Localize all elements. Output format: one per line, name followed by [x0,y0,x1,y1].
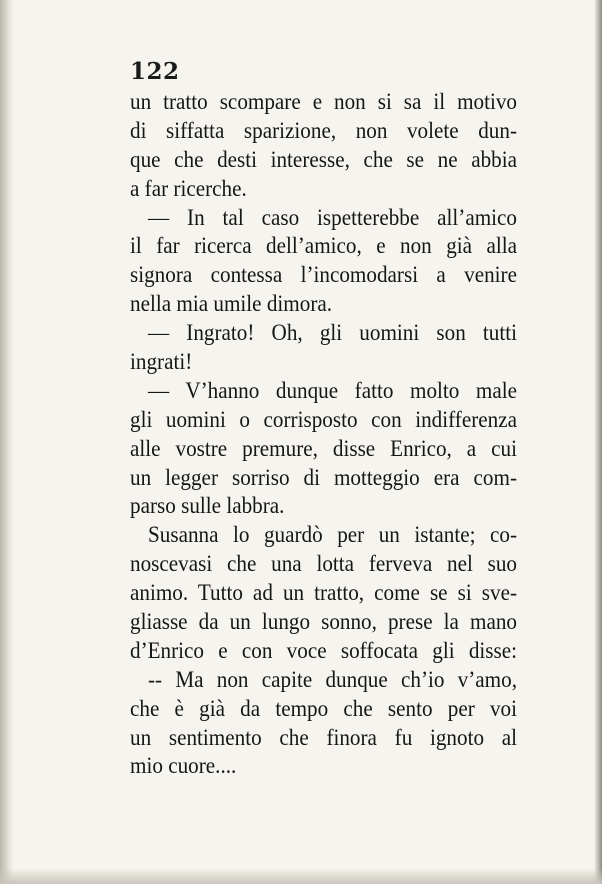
page-edge-shadow-left [0,0,14,884]
text-line: il far ricerca dell’amico, e non già alla [130,233,517,260]
text-line: che è già da tempo che sento per voi [130,695,517,722]
text-line: di siffatta sparizione, non volete dun- [130,117,517,144]
text-line: — In tal caso ispetterebbe all’amico [148,204,517,231]
text-line: a far ricerche. [130,175,247,202]
text-line: gli uomini o corrisposto con indifferenza [130,406,517,433]
text-line: un legger sorriso di motteggio era com- [130,464,517,491]
text-line: un sentimento che finora fu ignoto al [130,724,517,751]
text-line: mio cuore.... [130,753,237,780]
text-line: que che desti interesse, che se ne abbia [130,146,517,173]
text-line: un tratto scompare e non si sa il motivo [130,89,517,115]
text-line: Susanna lo guardò per un istante; co- [148,522,517,549]
text-line: signora contessa l’incomodarsi a venire [130,262,517,289]
page-number: 122 [130,58,180,85]
text-line: nella mia umile dimora. [130,291,333,318]
text-line: ingrati! [130,349,193,376]
text-line: animo. Tutto ad un tratto, come se si sve- [130,580,517,607]
text-line: d’Enrico e con voce soffocata gli disse: [130,637,517,664]
body-text [130,88,517,781]
text-line: parso sulle labbra. [130,493,285,520]
text-line: alle vostre premure, disse Enrico, a cui [130,435,517,462]
text-line: gliasse da un lungo sonno, prese la mano [130,609,517,636]
text-line: — Ingrato! Oh, gli uomini son tutti [148,320,517,347]
page-edge-shadow-bottom [0,868,602,884]
text-line: -- Ma non capite dunque ch’io v’amo, [148,666,517,693]
text-line: noscevasi che una lotta ferveva nel suo [130,551,517,578]
text-line: — V’hanno dunque fatto molto male [148,377,517,404]
page-edge-shadow-right [594,0,602,884]
